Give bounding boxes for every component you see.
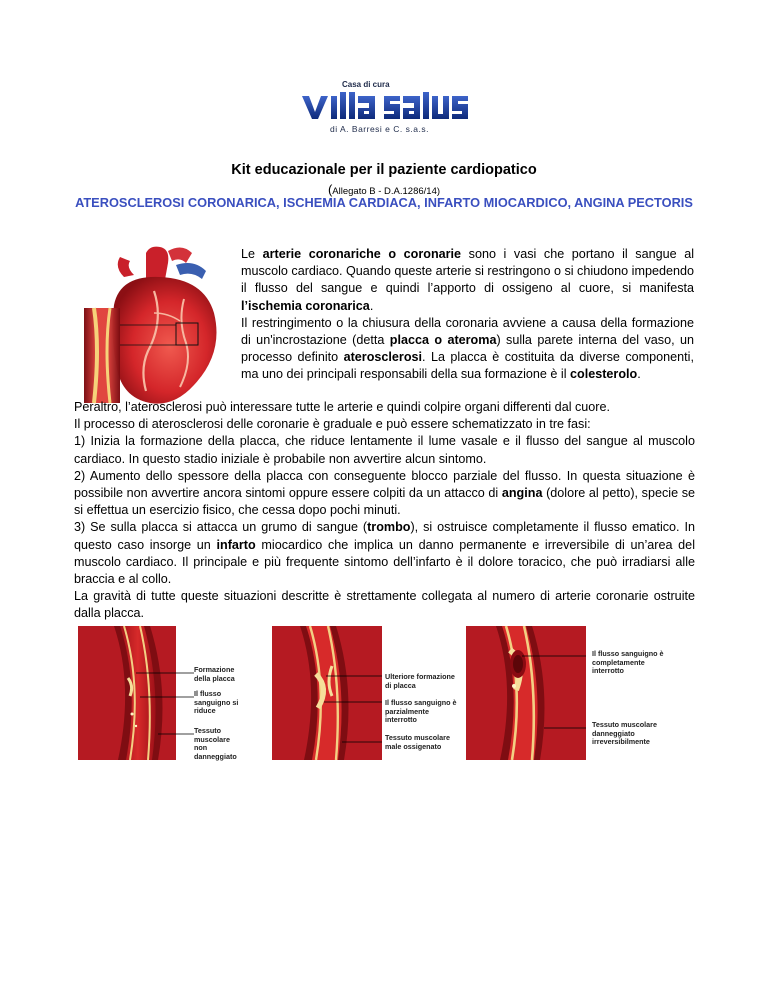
bold-term: colesterolo bbox=[570, 367, 638, 382]
label-ulteriore-formazione: Ulteriore formazione di placca bbox=[385, 672, 455, 690]
label-flusso-parziale: Il flusso sanguigno è parzialmente interrotto bbox=[385, 698, 457, 725]
text-span: (dolore al petto), specie se si effettua un esercizio fisico, che cessa dopo pochi minuti. bbox=[74, 486, 695, 518]
bold-term: arterie coronariche o coronarie bbox=[262, 247, 462, 261]
bold-term: infarto bbox=[216, 537, 256, 552]
text-span: Il restringimento o la chiusura della coronaria avviene a causa della formazione di un'incrostazione (detta bbox=[241, 315, 694, 348]
subtitle-open: ( bbox=[327, 182, 333, 197]
artery-panel-2 bbox=[272, 626, 382, 760]
heart-illustration bbox=[84, 243, 234, 408]
phase-1: 1) Inizia la formazione della placca, che riduce lentamente il lume vasale e il flusso del sangue al muscolo cardiaco. In questo stadio iniziale è probabile non avvertire alcun sintomo. bbox=[74, 434, 695, 466]
text-span: ) sulla parete interna del vaso, un processo definito bbox=[241, 333, 694, 365]
phase-2 bbox=[74, 468, 695, 520]
label-tessuto-male-ossigenato: Tessuto muscolare male ossigenato bbox=[385, 733, 450, 751]
body-text bbox=[74, 399, 695, 623]
text-span: miocardico che implica un danno permanente e irreversibile di un’area del muscolo cardiaco. Il principale e più frequente sintomo dell’infarto è il dolore toracico, che può irradiarsi alle braccia e al collo. bbox=[74, 537, 695, 587]
phase-3 bbox=[74, 519, 695, 588]
text-span: . bbox=[637, 367, 641, 382]
text-span: Le bbox=[241, 247, 263, 261]
label-tessuto-non-danneggiato: Tessuto muscolare non danneggiato bbox=[194, 726, 237, 761]
bold-term: l’ischemia coronarica bbox=[241, 298, 370, 313]
label-flusso-riduce: Il flusso sanguigno si riduce bbox=[194, 689, 239, 716]
text-span: 3) Se sulla placca si attacca un grumo di sangue ( bbox=[74, 520, 368, 535]
para-placca bbox=[241, 315, 694, 384]
artery-panel-3 bbox=[466, 626, 586, 760]
clinic-logo bbox=[300, 80, 470, 138]
artery-drawing-2 bbox=[272, 626, 382, 760]
logo-brand-mark bbox=[300, 92, 470, 122]
text-span: . bbox=[369, 298, 374, 313]
artery-drawing-3 bbox=[466, 626, 586, 760]
label-formazione: Formazione della placca bbox=[194, 665, 235, 683]
label-tessuto-danneggiato: Tessuto muscolare danneggiato irreversibilmente bbox=[592, 720, 657, 747]
logo-bottom-text: di A. Barresi e C. s.a.s. bbox=[330, 124, 429, 134]
bold-term: aterosclerosi bbox=[343, 350, 423, 365]
artery-panel-1 bbox=[78, 626, 239, 761]
para-peraltro: Peraltro, l’aterosclerosi può interessare tutte le arterie e quindi colpire organi differenti dal cuore. bbox=[74, 400, 610, 414]
para-gravita: La gravità di tutte queste situazioni descritte è strettamente collegata al numero di arterie coronarie ostruite dalla placca. bbox=[74, 589, 695, 621]
label-flusso-interrotto: Il flusso sanguigno è completamente interrotto bbox=[592, 649, 664, 676]
text-span: 2) Aumento dello spessore della placca con conseguente blocco parziale del flusso. In questa situazione è possibile non avvertire ancora sintomi oppure essere colpiti da un attacco di bbox=[74, 468, 695, 501]
text-span: sono i vasi che portano il sangue al muscolo cardiaco. Quando queste arterie si restringono o si chiudono impedendo il flusso del sangue e quindi l’apporto di ossigeno al cuore, si manifesta bbox=[241, 247, 694, 296]
text-span: . La placca è costituita da diverse componenti, ma uno dei principali responsabili della sua formazione è il bbox=[241, 350, 694, 382]
section-heading: ATEROSCLEROSI CORONARICA, ISCHEMIA CARDIACA, INFARTO MIOCARDICO, ANGINA PECTORIS bbox=[75, 195, 693, 210]
logo-top-text: Casa di cura bbox=[342, 80, 390, 89]
document-title: Kit educazionale per il paziente cardiopatico bbox=[231, 162, 537, 178]
para-processo: Il processo di aterosclerosi delle coronarie è graduale e può essere schematizzato in tre fasi: bbox=[74, 417, 591, 432]
bold-term: trombo bbox=[367, 520, 411, 535]
bold-term: placca o ateroma bbox=[389, 333, 497, 348]
subtitle-reference: Allegato B - D.A.1286/14) bbox=[332, 186, 441, 197]
text-span: ), si ostruisce completamente il flusso ematico. In questo caso insorge un bbox=[74, 520, 695, 552]
intro-text bbox=[241, 246, 694, 384]
bold-term: angina bbox=[501, 486, 543, 501]
para-coronarie bbox=[241, 246, 694, 315]
